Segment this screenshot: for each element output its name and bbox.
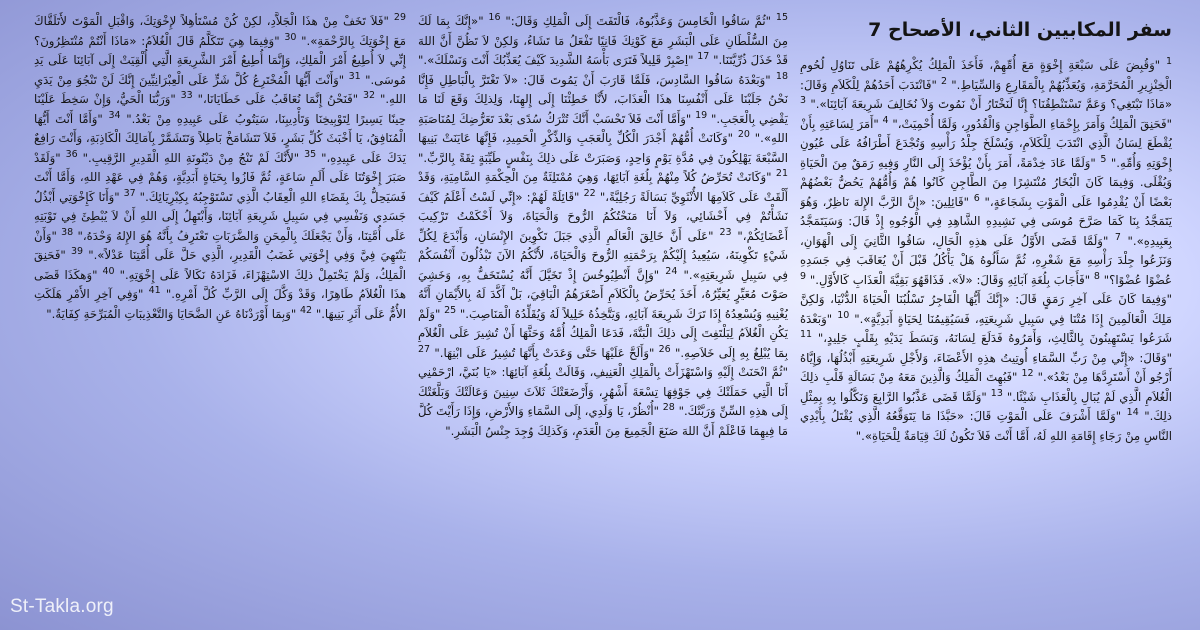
verse-number: 16 xyxy=(488,12,501,24)
verse-number: 3 xyxy=(800,95,807,107)
verse-number: 22 xyxy=(583,187,596,199)
verse-number: 41 xyxy=(148,285,161,297)
verse-text: "وَأَنَا كَإِخْوَتِي أَبْذُلُ جَسَدِي وَنَفْسِي فِي سَبِيلِ شَرِيعَةِ آبَائِنَا، وَأَبْتَهِلُ إِلَى اللهِ أَنْ لاَ يُبْطِئَ فِي تَوْبَتِهِ عَلَى أُمَّتِنَا، وَأَنْ يَجْعَلَكَ بِالْمِحَنِ وَالضَّرَبَاتِ تَعْتَرِفُ بِأَنَّهُ هُوَ الإِلهُ وَحْدَهُ،" xyxy=(34,189,406,243)
verse-number: 28 xyxy=(662,402,675,414)
verse-text: "وَأَمَّا أَنْتَ فَلاَ تَحْسَبْ أَنَّكَ تُتْرَكُ سُدًى بَعْدَ تَعَرُّضِكَ لِمُنَاصَبَةِ اللهِ»." xyxy=(418,111,788,145)
verse-number: 14 xyxy=(1126,407,1139,419)
verse-text: "قَائِلَةً لَهُمْ: «إِنِّي لَسْتُ أَعْلَمُ كَيْفَ نَشَأْتُمْ فِي أَحْشَائِي، وَلاَ أَنَا مَنَحْتُكُمُ الرُّوحَ وَالْحَيَاةَ، وَلاَ أَحْكَمْتُ تَرْكِيبَ أَعْضَائِكُمْ،" xyxy=(418,189,788,243)
verse-text: "وَرَبُّنَا الْحَيُّ، وَإِنْ سَخِطَ عَلَيْنَا حِينًا يَسِيرًا لِتَوْبِيخِنَا وَتَأْدِيبِنَا، سَيَتُوبُ عَلَى عَبِيدِهِ مِنْ بَعْدُ." xyxy=(34,92,406,126)
verse-number: 2 xyxy=(941,75,948,87)
verse-text: "وَلَقَدْ صَبَرَ إِخْوَتُنَا عَلَى أَلَمِ سَاعَةٍ، ثُمَّ فَازُوا بِحَيَاةٍ أَبَدِيَّةٍ، وَهُمْ فِي عَهْدِ اللهِ، وَأَمَّا أَنْتَ فَسَيَحِلُّ بِكَ بِقَضَاءِ اللهِ الْعِقَابُ الَّذِي تَسْتَوْجِبُهُ بِكِبْرِيَائِكَ." xyxy=(34,150,406,204)
verse-number: 37 xyxy=(123,187,136,199)
verse-number: 30 xyxy=(284,31,297,43)
verse-number: 42 xyxy=(300,304,313,316)
verse-number: 18 xyxy=(775,70,788,82)
verse-text: "وَلَمْ يَكُنِ الْغُلاَمُ لِيَلْتَفِتَ إِلَى ذلِكَ الْبَتَّةَ، فَدَعَا الْمَلِكُ أُمَّهُ وَحَثَّهَا أَنْ تُشِيرَ عَلَى الْغُلاَمِ بِمَا يُبْلِغُ بِهِ إِلَى خَلاَصِهِ." xyxy=(418,306,788,360)
verse-text: "وَلَمَّا قَضَى عَذَّبُوا الرَّابِعَ وَنَكَّلُوا بِهِ بِمِثْلِ ذلِكَ." xyxy=(800,389,1172,423)
verse-text: "وَبَعْدَهُ شَرَعُوا يَسْتَهِينُونَ بِالثَّالِثِ، وَأَمَرُوهُ فَدَلَعَ لِسَانَهُ، وَبَسَطَ يَدَيْهِ بِقَلْبٍ جَلِيدٍ،" xyxy=(800,311,1172,345)
verse-text: "وَأَنْ يَنْتَهِيَ فِيَّ وَفِي إِخْوَتِي غَضَبُ الْقَدِيرِ، الَّذِي حَلَّ عَلَى أُمَّتِنَا عَدْلاً»." xyxy=(34,228,406,262)
verse-text: "وَبِمَا أَوْرَدْنَاهُ عَنِ الضَّحَايَا وَالتَّعْذِيبَاتِ الْمُبَرِّحَةِ كِفَايَةٌ." xyxy=(46,306,301,321)
verse-text: "ثُمَّ سَاقُوا الْخَامِسَ وَعَذَّبُوهُ، فَالْتَفَتَ إِلَى الْمَلِكِ وَقَالَ:" xyxy=(500,14,776,28)
verse-text: "وَفِي آخِرِ الأَمْرِ هَلَكَتِ الأُمُّ عَلَى أَثَرِ بَنِيهَا." xyxy=(34,287,406,321)
verse-text: "وَبَعْدَهُ سَاقُوا السَّادِسَ، فَلَمَّا قَارَبَ أَنْ يَمُوتَ قَالَ: «لاَ تَغْتَرَّ بِالْبَاطِلِ فَإِنَّا نَحْنُ جَلَبْنَا عَلَى أَنْفُسِنَا هذَا الْعَذَابَ، لأَنَّا خَطِئْنَا إِلَى إِلهِنَا، وَلِذلِكَ وَقَعَ لَنَا مَا يَقْضِي بِالْعَجَبِ." xyxy=(418,72,788,126)
verse-text: "فَانْتَدَبَ أَحَدُهُمْ لِلْكَلاَمِ وَقَالَ: «مَاذَا تَبْتَغِي؟ وَعَمَّ تَسْتَنْطِقُنَا؟ إِنَّا لَنَخْتَارُ أَنْ نَمُوتَ وَلاَ نُخَالِفَ شَرِيعَةَ آبَائِنَا»." xyxy=(800,77,1172,111)
verse-text: "وَقُبِضَ عَلَى سَبْعَةِ إِخْوَةٍ مَعَ أُمِّهِمْ، فَأَخَذَ الْمَلِكُ يُكْرِهُهُمْ عَلَى تَنَاوُلِ لُحُومِ الْخِنْزِيرِ الْمُحَرَّمَةِ، وَيُعَذِّبُهُمْ بِالْمَقَارِعِ وَالسِّيَاطِ." xyxy=(800,58,1172,92)
verse-text: "وَأَنْتَ أَيُّهَا الْمُخْتَرِعُ كُلَّ شَرٍّ عَلَى الْعِبْرَانِيِّينَ إِنَّكَ لَنْ تَنْجُوَ مِنْ يَدَيِ اللهِ." xyxy=(34,72,406,106)
verse-text: "قَائِلِينَ: «إِنَّ الرَّبَّ الإِلهَ نَاظِرٌ، وَهُوَ يَتَمَجَّدُ بِنَا كَمَا صَرَّحَ مُوسَى فِي نَشِيدِهِ الشَّاهِدِ فِي الْوُجُوهِ إِذْ قَالَ: وَسَيَتَمَجَّدُ بِعَبِيدِهِ»." xyxy=(800,194,1172,248)
verse-number: 15 xyxy=(775,12,788,24)
site-watermark: St-Takla.org xyxy=(10,596,114,617)
verse-number: 35 xyxy=(304,148,317,160)
verse-number: 34 xyxy=(108,109,121,121)
verses-middle xyxy=(418,12,788,441)
verse-number: 25 xyxy=(444,304,457,316)
column-left xyxy=(34,12,406,620)
verse-text: "وَكَانَتْ أُمُّهُمْ أَجْدَرَ الْكُلِّ بِالْعَجَبِ وَالذِّكْرِ الْحَمِيدِ، فَإِنَّهَا عَايَنَتْ بَنِيهَا السَّبْعَةَ يَهْلِكُونَ فِي مُدَّةِ يَوْمٍ وَاحِدٍ، وَصَبَرَتْ عَلَى ذلِكَ بِنَفْسٍ طَيِّبَةٍ ثِقَةً بِالرَّبِّ." xyxy=(418,131,788,165)
verse-text: "وَأَمَّا أَنْتَ أَيُّهَا الْمُنَافِقُ، يَا أَخْبَثَ كُلِّ بَشَرٍ، فَلاَ تَتَشَامَخْ بَاطِلاً وَتَتَشَمَّرْ بِآمَالِكَ الْكَاذِبَةِ، وَأَنْتَ رَافِعٌ يَدَكَ عَلَى عَبِيدِهِ،" xyxy=(34,111,406,165)
verse-number: 31 xyxy=(348,70,361,82)
verse-number: 33 xyxy=(180,90,193,102)
verse-number: 39 xyxy=(70,246,84,258)
verse-text: "اِصْبِرْ قَلِيلاً فَتَرَى بَأْسَهُ الشَّدِيدَ كَيْفَ يُعَذِّبُكَ أَنْتَ وَنَسْلَكَ»." xyxy=(418,53,698,67)
verse-text: "فَنَحْنُ إِنَّمَا نُعَاقَبُ عَلَى خَطَايَانَا،" xyxy=(192,92,363,106)
verse-number: 7 xyxy=(1114,231,1121,243)
verse-number: 9 xyxy=(800,270,807,282)
verse-text: "وَلَمَّا قَضَى الأَوَّلُ عَلَى هذِهِ الْحَالِ، سَاقُوا الثَّانِيَ إِلَى الْهَوَانِ، وَنَزَعُوا جِلْدَ رَأْسِهِ مَعَ شَعْرِهِ، ثُمَّ سَأَلُوهُ هَلْ يَأْكُلُ قَبْلَ أَنْ يُعَاقَبَ فِي جَسَدِهِ عُضْوًا عُضْوًا؟" xyxy=(800,233,1172,287)
verse-text: "عَلَى أَنَّ خَالِقَ الْعَالَمِ الَّذِي جَبَلَ تَكْوِينَ الإِنْسَانِ، وَأَبْدَعَ لِكُلِّ شَيْءٍ تَكْوِينَهُ، سَيُعِيدُ إِلَيْكُمْ بِرَحْمَتِهِ الرُّوحَ وَالْحَيَاةَ، لأَنَّكُمُ الآنَ تَبْذُلُونَ أَنْفُسَكُمْ فِي سَبِيلِ شَرِيعَتِهِ»." xyxy=(418,228,788,282)
verse-number: 19 xyxy=(695,109,708,121)
verse-text: "وَهكَذَا قَضَى هذَا الْغُلاَمُ طَاهِرًا، وَقَدْ وَكَّلَ إِلَى الرَّبِّ كُلَّ أَمْرِهِ." xyxy=(34,267,406,301)
verse-number: 36 xyxy=(65,148,78,160)
verse-text: "أُنْظُرْ، يَا وَلَدِي، إِلَى السَّمَاءِ وَالأَرْضِ، وَإِذَا رَأَيْتَ كُلَّ مَا فِيهِمَا فَاعْلَمْ أَنَّ اللهَ صَنَعَ الْجَمِيعَ مِنَ الْعَدَمِ، وَكَذلِكَ وُجِدَ جِنْسُ الْبَشَرِ." xyxy=(418,404,788,438)
chapter-title: سفر المكابيين الثاني، الأصحاح 7 xyxy=(868,19,1172,41)
verse-number: 12 xyxy=(1021,368,1034,380)
verse-text: "فَحَنِقَ الْمَلِكُ، وَلَمْ يَحْتَمِلْ ذلِكَ الاسْتِهْزَاءَ، فَزَادَهُ نَكَالاً عَلَى إِخْوَتِهِ." xyxy=(34,248,406,282)
verse-number: 5 xyxy=(1100,153,1107,165)
verse-text: "فَلاَ تَخَفْ مِنْ هذَا الْجَلاَّدِ، لكِنْ كُنْ مُسْتَأْهِلاً لإِخْوَتِكَ، وَاقْبَلِ الْمَوْتَ لأَتَلَقَّاكَ مَعَ إِخْوَتِكَ بِالرَّحْمَةِ»." xyxy=(34,14,406,48)
verse-text: "وَفِيمَا هِيَ تَتَكَلَّمُ قَالَ الْغُلاَمُ: «مَاذَا أَنْتُمْ مُنْتَظِرُونَ؟ إِنِّي لاَ أُطِيعُ أَمْرَ الْمَلِكِ، وَإِنَّمَا أُطِيعُ أَمْرَ الشَّرِيعَةِ الَّتِي أُلْقِيَتْ إِلَى آبَائِنَا عَلَى يَدِ مُوسَى." xyxy=(34,33,406,87)
verse-text: "وَكَانَتْ تُحَرِّضُ كُلاً مِنْهُمْ بِلُغَةِ آبَائِهَا، وَهِيَ مُمْتَلِئَةٌ مِنَ الْحِكْمَةِ السَّامِيَةِ، وَقَدْ أَلْقَتْ عَلَى كَلاَمِهَا الأُنْثَوِيِّ بَسَالَةً رَجُلِيَّةً،" xyxy=(418,170,788,204)
verse-text: "«إِنَّكَ بِمَا لَكَ مِنَ السُّلْطَانِ عَلَى الْبَشَرِ مَعَ كَوْنِكَ فَانِيًا تَفْعَلُ مَا تَشَاءُ، وَلكِنْ لاَ تَظُنَّ أَنَّ اللهَ قَدْ خَذَلَ ذُرِّيَّتَنَا." xyxy=(418,14,788,67)
verse-text: "فَبُهِتَ الْمَلِكُ وَالَّذِينَ مَعَهُ مِنْ بَسَالَةِ قَلْبِ ذلِكَ الْغُلاَمِ الَّذِي لَمْ يُبَالِ بِالْعَذَابِ شَيْئًا." xyxy=(800,370,1172,404)
verse-number: 21 xyxy=(775,168,788,180)
verse-number: 13 xyxy=(990,387,1003,399)
verse-number: 4 xyxy=(882,114,889,126)
verse-text: "فَحَنِقَ الْمَلِكُ وَأَمَرَ بِإِحْمَاءِ الطَّوَاجِنِ وَالْقُدُورِ، وَلَمَّا أُحْمِيَتْ،" xyxy=(888,116,1172,131)
verse-number: 32 xyxy=(362,90,376,102)
column-middle xyxy=(418,12,788,620)
column-right xyxy=(800,12,1172,620)
verse-text: "لأَنَّكَ لَمْ تَنْجُ مِنْ دَيْنُونَةِ اللهِ الْقَدِيرِ الرَّقِيبِ." xyxy=(77,150,305,165)
verse-text: "وَلَمَّا عَادَ خِدْمَةً، أَمَرَ بِأَنْ يُؤْخَذَ إِلَى النَّارِ وَفِيهِ رَمَقٌ مِنَ الْحَيَاةِ وَيُقْلَى. وَفِيمَا كَانَ الْبُخَارُ مُنْتَشِرًا مِنَ الطَّاجِنِ كَانُوا هُمْ وَأُمُّهُمْ يَحُضُّ بَعْضُهُمْ بَعْضًا أَنْ يُقْدِمُوا عَلَى الْمَوْتِ بِشَجَاعَةٍ،" xyxy=(800,155,1172,209)
verse-text: "وَقَالَ: «إِنِّي مِنْ رَبِّ السَّمَاءِ أُوتِيتُ هذِهِ الأَعْضَاءَ، وَلأَجْلِ شَرِيعَتِهِ أَبْذُلُهَا، وَإِيَّاهُ أَرْجُو أَنْ أَسْتَرِدَّهَا مِنْ بَعْدُ»." xyxy=(800,350,1172,384)
verse-text: "ثُمَّ انْحَنَتْ إِلَيْهِ وَاسْتَهْزَأَتْ بِالْمَلِكِ الْعَنِيفِ، وَقَالَتْ بِلُغَةِ آبَائِهَا: «يَا بُنَيَّ، ارْحَمْنِي أَنَا الَّتِي حَمَلَتْكَ فِي جَوْفِهَا تِسْعَةَ أَشْهُرٍ، وَأَرْضَعَتْكَ ثَلاَثَ سِنِينَ وَعَالَتْكَ وَبَلَّغَتْكَ إِلَى هذِهِ السِّنِّ وَرَبَّتْكَ." xyxy=(418,365,788,418)
verse-number: 8 xyxy=(1093,270,1100,282)
verses-left xyxy=(34,12,406,324)
verse-text: "وَأَلَحَّ عَلَيْهَا حَتَّى وَعَدَتْ بِأَنَّهَا تُشِيرُ عَلَى ابْنِهَا." xyxy=(430,345,659,360)
verse-number: 1 xyxy=(1165,56,1172,68)
verse-number: 27 xyxy=(418,343,431,355)
verse-number: 24 xyxy=(665,265,678,277)
verses-right xyxy=(800,56,1172,446)
verse-number: 6 xyxy=(973,192,980,204)
verse-number: 17 xyxy=(697,51,710,63)
verse-text: "أَمَرَ لِسَاعَتِهِ بِأَنْ يُقْطَعَ لِسَانُ الَّذِي انْتَدَبَ لِلْكَلاَمِ، وَيُسْلَخَ جِلْدُ رَأْسِهِ وَتُجْدَعَ أَطْرَافُهُ عَلَى عُيُونِ إِخْوَتِهِ وَأُمِّهِ." xyxy=(800,116,1172,170)
verse-number: 26 xyxy=(658,343,671,355)
verse-number: 29 xyxy=(393,12,406,24)
verse-text: "فَأَجَابَ بِلُغَةِ آبَائِهِ وَقَالَ: «لاَ». فَذَاقَهُوَ بَقِيَّةَ الْعَذَابِ كَالأَوَّلِ." xyxy=(806,272,1094,287)
verse-number: 10 xyxy=(837,309,850,321)
verse-number: 40 xyxy=(102,265,115,277)
verse-text: "وَلَمَّا أَشْرَفَ عَلَى الْمَوْتِ قَالَ: «حَبَّذَا مَا يَتَوَقَّعُهُ الَّذِي يُقْتَلُ بِأَيْدِي النَّاسِ مِنْ رَجَاءِ إِقَامَةِ اللهِ لَهُ، أَمَّا أَنْتَ فَلاَ تَكُونُ لَكَ قِيَامَةٌ لِلْحَيَاةِ»." xyxy=(800,409,1172,443)
verse-number: 20 xyxy=(737,129,750,141)
verse-number: 11 xyxy=(800,329,813,341)
verse-number: 23 xyxy=(719,226,732,238)
verse-text: "وَفِيمَا كَانَ عَلَى آخِرِ رَمَقٍ قَالَ: «إِنَّكَ أَيُّهَا الْفَاجِرُ تَسْلُبُنَا الْحَيَاةَ الدُّنْيَا، وَلكِنَّ مَلِكَ الْعَالَمِينَ إِذَا مُتْنَا فِي سَبِيلِ شَرِيعَتِهِ، فَسَيُقِيمُنَا لِحَيَاةٍ أَبَدِيَّةٍ»." xyxy=(800,292,1172,326)
verse-text: "وَإِنَّ أَنْطِيُوخُسَ إِذْ تَخَيَّلَ أَنَّهُ يُسْتَخَفُّ بِهِ، وَخَشِيَ صَوْتَ مُعَيِّرٍ يُعَيِّرُهُ، أَخَذَ يُحَرِّضُ بِالْكَلاَمِ أَصْغَرَهُمُ الْبَاقِيَ، بَلْ أَكَّدَ لَهُ بِالأَيْمَانِ أَنَّهُ يُغْنِيهِ وَيُسْعِدُهُ إِذَا تَرَكَ شَرِيعَةَ آبَائِهِ، وَيَتَّخِذُهُ خَلِيلاً لَهُ وَيُقَلِّدُهُ الْمَنَاصِبَ." xyxy=(418,267,788,321)
verse-number: 38 xyxy=(61,226,74,238)
